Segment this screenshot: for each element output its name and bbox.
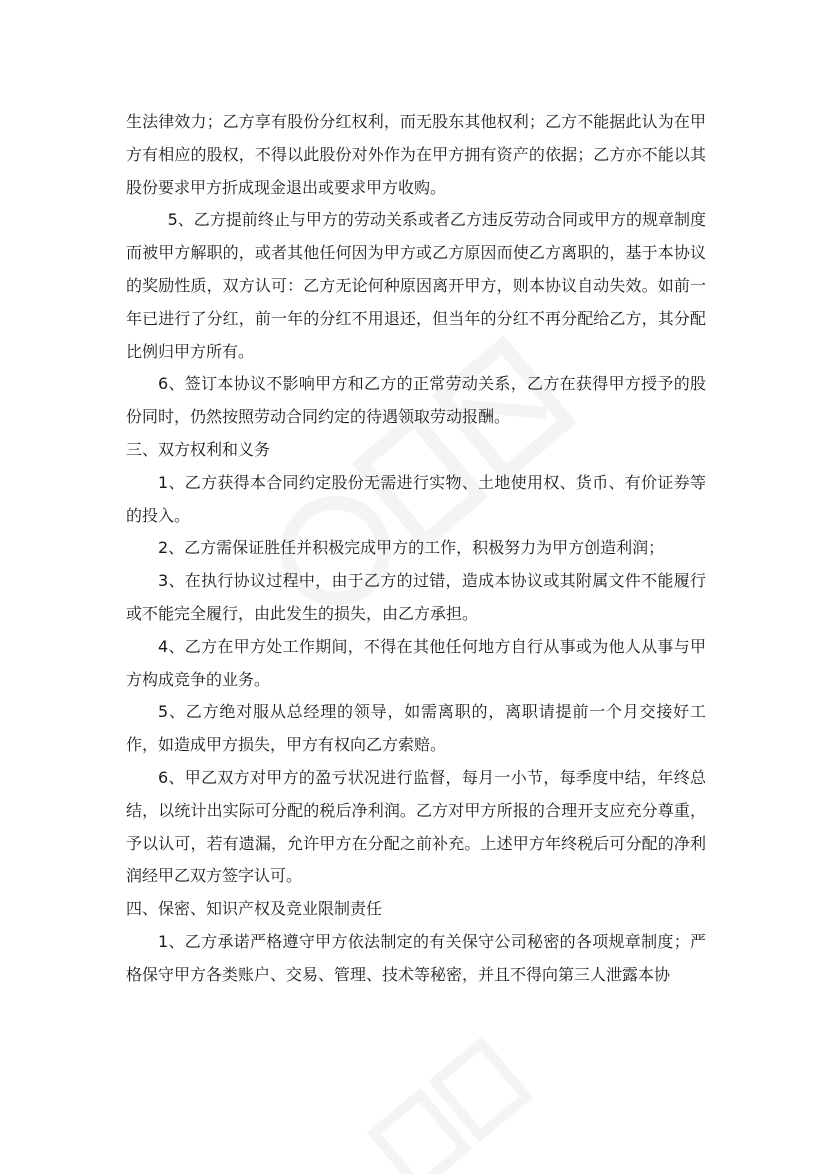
paragraph-continuation: 生法律效力；乙方享有股份分红权利，而无股东其他权利；乙方不能据此认为在甲方有相应的股权，不得以此股份对外作为在甲方拥有资产的依据；乙方亦不能以其股份要求甲方折成现金退出或要求甲方收购。: [126, 112, 706, 197]
paragraph-clause-2-5: 5、乙方提前终止与甲方的劳动关系或者乙方违反劳动合同或甲方的规章制度而被甲方解职的，或者其他任何因为甲方或乙方原因而使乙方离职的，基于本协议的奖励性质，双方认可：乙方无论何种原因离开甲方，则本协议自动失效。如前一年已进行了分红，前一年的分红不用退还，但当年的分红不再分配给乙方，其分配比例归甲方所有。: [126, 210, 706, 361]
paragraph-clause-4-1: 1、乙方承诺严格遵守甲方依法制定的有关保守公司秘密的各项规章制度；严格保守甲方各类账户、交易、管理、技术等秘密，并且不得向第三人泄露本协: [126, 931, 706, 984]
section-heading-4: 四、保密、知识产权及竞业限制责任: [126, 899, 383, 919]
paragraph-clause-2-6: 6、签订本协议不影响甲方和乙方的正常劳动关系，乙方在获得甲方授予的股份同时，仍然按照劳动合同约定的待遇领取劳动报酬。: [126, 374, 706, 427]
paragraph-clause-3-2: 2、乙方需保证胜任并积极完成甲方的工作，积极努力为甲方创造利润；: [158, 538, 665, 558]
paragraph-clause-3-3: 3、在执行协议过程中，由于乙方的过错，造成本协议或其附属文件不能履行或不能完全履行，由此发生的损失，由乙方承担。: [126, 571, 706, 623]
paragraph-clause-3-4: 4、乙方在甲方处工作期间，不得在其他任何地方自行从事或为他人从事与甲方构成竞争的业务。: [126, 636, 706, 689]
paragraph-clause-3-1: 1、乙方获得本合同约定股份无需进行实物、土地使用权、货币、有价证券等的投入。: [126, 472, 706, 525]
watermark-bottom-icon: [346, 1015, 555, 1174]
section-heading-3: 三、双方权利和义务: [126, 439, 271, 459]
paragraph-clause-3-6: 6、甲乙双方对甲方的盈亏状况进行监督，每月一小节，每季度中结，年终总结，以统计出实际可分配的税后净利润。乙方对甲方所报的合理开支应充分尊重，予以认可，若有遗漏，允许甲方在分配之前补充。上述甲方年终税后可分配的净利润经甲乙双方签字认可。: [126, 767, 706, 886]
paragraph-clause-3-5: 5、乙方绝对服从总经理的领导，如需离职的，离职请提前一个月交接好工作，如造成甲方损失，甲方有权向乙方索赔。: [126, 702, 706, 755]
document-body: [126, 106, 706, 992]
